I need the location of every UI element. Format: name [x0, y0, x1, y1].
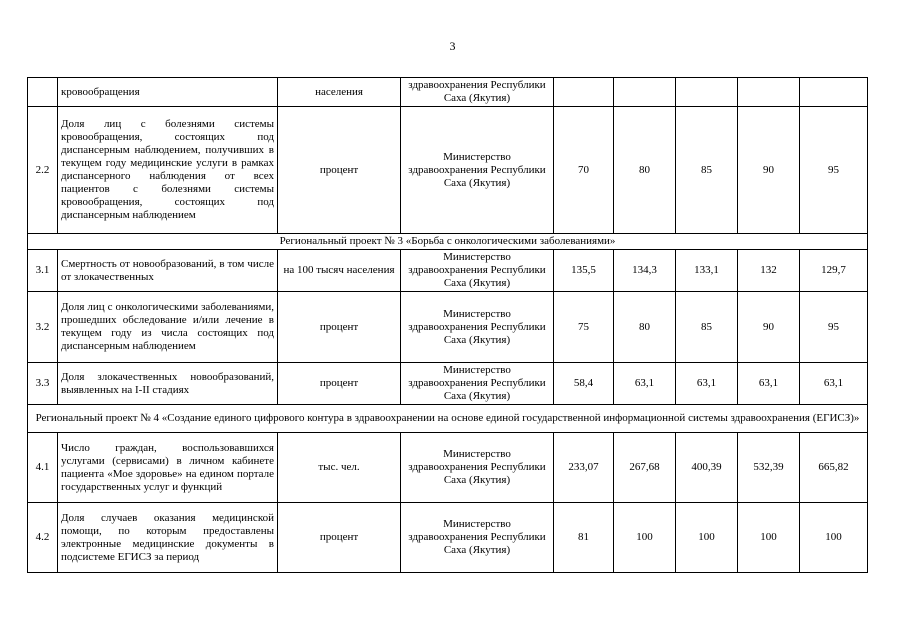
indicator-value: 63,1	[800, 363, 868, 405]
indicator-value: 90	[738, 107, 800, 234]
indicator-value	[614, 78, 676, 107]
page-number: 3	[449, 39, 456, 53]
unit-of-measure: процент	[278, 363, 401, 405]
responsible-organization: Министерство здравоохранения Республики Саха (Якутия)	[401, 292, 554, 363]
indicator-value: 80	[614, 107, 676, 234]
indicator-value: 75	[554, 292, 614, 363]
indicator-value	[800, 78, 868, 107]
table-row	[28, 250, 868, 292]
indicator-value: 134,3	[614, 250, 676, 292]
responsible-organization: Министерство здравоохранения Республики Саха (Якутия)	[401, 250, 554, 292]
indicator-description: Смертность от новообразований, в том числе от злокачественных	[58, 250, 278, 292]
table-row	[28, 292, 868, 363]
indicator-value	[554, 78, 614, 107]
indicator-value	[738, 78, 800, 107]
indicator-description: Доля лиц с онкологическими заболеваниями, прошедших обследование и/или лечение в текущем году из числа состоящих под диспансерным наблюдением	[58, 292, 278, 363]
indicator-value: 81	[554, 503, 614, 573]
row-number: 4.2	[28, 503, 58, 573]
indicators-table	[27, 77, 868, 573]
section-header-row	[28, 405, 868, 433]
indicator-value: 532,39	[738, 433, 800, 503]
indicator-value: 63,1	[614, 363, 676, 405]
unit-of-measure: процент	[278, 292, 401, 363]
table-row	[28, 433, 868, 503]
indicator-value: 100	[800, 503, 868, 573]
section-header-row	[28, 234, 868, 250]
indicator-value: 132	[738, 250, 800, 292]
unit-of-measure: тыс. чел.	[278, 433, 401, 503]
responsible-organization: здравоохранения Республики Саха (Якутия)	[401, 78, 554, 107]
indicator-description: Доля злокачественных новообразований, выявленных на I-II стадиях	[58, 363, 278, 405]
indicator-value: 233,07	[554, 433, 614, 503]
unit-of-measure: процент	[278, 107, 401, 234]
table-row	[28, 503, 868, 573]
indicator-value: 100	[676, 503, 738, 573]
row-number: 3.1	[28, 250, 58, 292]
unit-of-measure: на 100 тысяч населения	[278, 250, 401, 292]
indicator-value: 63,1	[738, 363, 800, 405]
indicator-value: 400,39	[676, 433, 738, 503]
table-row	[28, 78, 868, 107]
indicator-value	[676, 78, 738, 107]
row-number	[28, 78, 58, 107]
responsible-organization: Министерство здравоохранения Республики Саха (Якутия)	[401, 363, 554, 405]
indicator-value: 267,68	[614, 433, 676, 503]
unit-of-measure: процент	[278, 503, 401, 573]
indicator-value: 63,1	[676, 363, 738, 405]
indicator-value: 95	[800, 292, 868, 363]
indicator-value: 95	[800, 107, 868, 234]
indicator-value: 80	[614, 292, 676, 363]
indicator-value: 100	[738, 503, 800, 573]
indicator-value: 100	[614, 503, 676, 573]
indicator-value: 665,82	[800, 433, 868, 503]
responsible-organization: Министерство здравоохранения Республики Саха (Якутия)	[401, 433, 554, 503]
table-row	[28, 363, 868, 405]
unit-of-measure: населения	[278, 78, 401, 107]
row-number: 4.1	[28, 433, 58, 503]
indicator-value: 85	[676, 292, 738, 363]
indicator-description: кровообращения	[58, 78, 278, 107]
indicator-value: 133,1	[676, 250, 738, 292]
indicator-value: 58,4	[554, 363, 614, 405]
indicator-value: 90	[738, 292, 800, 363]
indicator-description: Доля лиц с болезнями системы кровообращения, состоящих под диспансерным наблюдением, получивших в текущем году медицинские услуги в рамках диспансерного наблюдения от всех пациентов с болезнями системы кровообращения, состоящих под диспансерным наблюдением	[58, 107, 278, 234]
indicator-value: 135,5	[554, 250, 614, 292]
row-number: 3.2	[28, 292, 58, 363]
indicators-table-body	[28, 78, 868, 573]
table-row	[28, 107, 868, 234]
section-title: Региональный проект № 3 «Борьба с онкологическими заболеваниями»	[28, 234, 868, 250]
responsible-organization: Министерство здравоохранения Республики Саха (Якутия)	[401, 503, 554, 573]
row-number: 3.3	[28, 363, 58, 405]
indicator-description: Число граждан, воспользовавшихся услугами (сервисами) в личном кабинете пациента «Мое здоровье» на едином портале государственных услуг и функций	[58, 433, 278, 503]
section-title: Региональный проект № 4 «Создание единого цифрового контура в здравоохранении на основе единой государственной информационной системы здравоохранения (ЕГИСЗ)»	[28, 405, 868, 433]
indicator-description: Доля случаев оказания медицинской помощи, по которым предоставлены электронные медицинские документы в подсистеме ЕГИСЗ за период	[58, 503, 278, 573]
indicator-value: 129,7	[800, 250, 868, 292]
indicator-value: 85	[676, 107, 738, 234]
responsible-organization: Министерство здравоохранения Республики Саха (Якутия)	[401, 107, 554, 234]
row-number: 2.2	[28, 107, 58, 234]
indicator-value: 70	[554, 107, 614, 234]
